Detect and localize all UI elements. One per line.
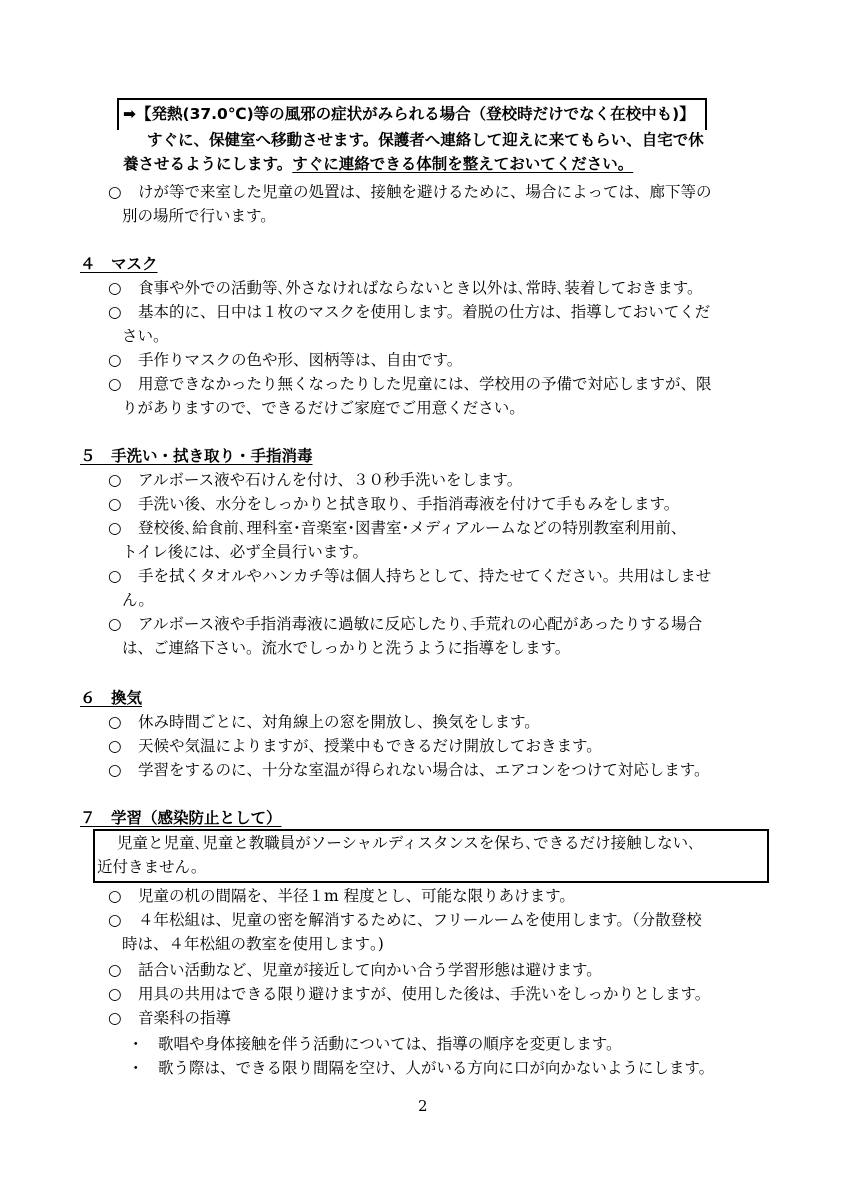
- list-item-text: アルボース液や石けんを付け、３０秒手洗いをします。: [138, 471, 523, 489]
- bullet-circle: ○: [108, 183, 122, 201]
- list-item-text: 基本的に、日中は１枚のマスクを使用します。着脱の仕方は、指導しておいてくだ: [138, 303, 711, 321]
- list-item-text: 登校後､給食前､理科室･音楽室･図書室･メディアルームなどの特別教室利用前、: [138, 519, 687, 537]
- bullet-circle: ○: [108, 887, 122, 905]
- injury-note-line1: [108, 180, 712, 205]
- bullet-circle: ○: [108, 303, 122, 321]
- list-item: [108, 372, 712, 397]
- bullet-circle: ○: [108, 519, 122, 537]
- list-item-text: アルボース液や手指消毒液に過敏に反応したり､手荒れの心配があったりする場合: [138, 615, 703, 633]
- list-item: [108, 468, 522, 493]
- list-item-text: 話合い活動など、児童が接近して向かい合う学習形態は避けます。: [138, 961, 602, 979]
- list-item-continuation: りがありますので、できるだけご家庭でご用意ください。: [122, 399, 525, 417]
- sub-list-item: [128, 1032, 621, 1057]
- section-4-title: ４ マスク: [80, 255, 158, 273]
- list-item-text: 手作りマスクの色や形、図柄等は、自由です。: [138, 351, 463, 369]
- bullet-dot: ・: [128, 1035, 144, 1053]
- list-item-text: 食事や外での活動等､外さなければならないとき以外は､常時､装着しておきます。: [138, 279, 703, 297]
- fever-notice-heading: ➡【発熱(37.0℃)等の風邪の症状がみられる場合（登校時だけでなく在校中も)】: [123, 105, 695, 123]
- bullet-circle: ○: [108, 713, 122, 731]
- list-item: [108, 710, 540, 735]
- sub-list-item: [128, 1056, 714, 1081]
- bullet-circle: ○: [108, 279, 122, 297]
- list-item: [108, 908, 702, 933]
- list-item-text: 用具の共用はできる限り避けますが、使用した後は、手洗いをしっかりとします。: [138, 985, 711, 1003]
- bullet-circle: ○: [108, 375, 122, 393]
- sub-list-item-text: 歌う際は、できる限り間隔を空け、人がいる方向に口が向かないようにします。: [158, 1059, 715, 1077]
- list-item: [108, 734, 602, 759]
- list-item-text: 音楽科の指導: [138, 1009, 232, 1027]
- list-item: [108, 492, 679, 517]
- list-item-text: 手洗い後、水分をしっかりと拭き取り、手指消毒液を付けて手もみをします。: [138, 495, 680, 513]
- bullet-circle: ○: [108, 911, 122, 929]
- list-item-text: ４年松組は、児童の密を解消するために、フリールームを使用します。（分散登校: [138, 911, 702, 929]
- bullet-circle: ○: [108, 1009, 122, 1027]
- bullet-circle: ○: [108, 961, 122, 979]
- fever-notice-box: [117, 98, 769, 176]
- bullet-circle: ○: [108, 471, 122, 489]
- list-item: [108, 300, 710, 325]
- social-distance-line1: 児童と児童､児童と教職員がソーシャルディスタンスを保ち､できるだけ接触しない､: [117, 834, 696, 852]
- bullet-circle: ○: [108, 351, 122, 369]
- fever-notice-line1: すぐに、保健室へ移動させます。保護者へ連絡して迎えに来てもらい、自宅で休: [147, 131, 704, 149]
- bullet-dot: ・: [128, 1059, 144, 1077]
- fever-notice-line2-underlined: すぐに連絡できる体制を整えておいてください。: [292, 155, 634, 173]
- bullet-circle: ○: [108, 761, 122, 779]
- list-item: [108, 348, 462, 373]
- fever-notice-line2: [123, 152, 633, 177]
- bullet-circle: ○: [108, 737, 122, 755]
- list-item: [108, 982, 710, 1007]
- section-7-title: ７ 学習（感染防止として）: [80, 809, 282, 827]
- page-number: 2: [418, 1097, 428, 1115]
- list-item-text: 手を拭くタオルやハンカチ等は個人持ちとして、持たせてください。共用はしませ: [138, 567, 712, 585]
- sub-list-item-text: 歌唱や身体接触を伴う活動については、指導の順序を変更します。: [158, 1035, 622, 1053]
- list-item-text: 休み時間ごとに、対角線上の窓を開放し、換気をします。: [138, 713, 540, 731]
- section-6-title: ６ 換気: [80, 689, 143, 707]
- list-item: [108, 516, 686, 541]
- fever-notice-line2-plain: 養させるようにします。: [123, 155, 293, 173]
- list-item-continuation: さい。: [122, 327, 169, 345]
- list-item-text: 天候や気温によりますが、授業中もできるだけ開放しておきます。: [138, 737, 602, 755]
- injury-note-text1: けが等で来室した児童の処置は、接触を避けるために、場合によっては、廊下等の: [138, 183, 712, 201]
- injury-note-line2: 別の場所で行います。: [122, 207, 276, 225]
- list-item-continuation: ん。: [122, 591, 154, 609]
- list-item: [108, 276, 703, 301]
- list-item: [108, 958, 602, 983]
- list-item-text: 用意できなかったり無くなったりした児童には、学校用の予備で対応しますが、限: [138, 375, 712, 393]
- social-distance-line2: 近付きません。: [97, 858, 207, 876]
- list-item: [108, 612, 702, 637]
- list-item: [108, 758, 710, 783]
- list-item: [108, 1006, 231, 1031]
- list-item-text: 学習をするのに、十分な室温が得られない場合は、エアコンをつけて対応します。: [138, 761, 710, 779]
- list-item-continuation: は、ご連絡下さい。流水でしっかりと洗うように指導をします。: [122, 639, 571, 657]
- bullet-circle: ○: [108, 567, 122, 585]
- list-item: [108, 564, 711, 589]
- list-item-continuation: トイレ後には、必ず全員行います。: [122, 543, 368, 561]
- bullet-circle: ○: [108, 495, 122, 513]
- bullet-circle: ○: [108, 615, 122, 633]
- section-5-title: ５ 手洗い・拭き取り・手指消毒: [80, 447, 313, 465]
- list-item-text: 児童の机の間隔を、半径１m 程度とし、可能な限りあけます。: [138, 887, 575, 905]
- bullet-circle: ○: [108, 985, 122, 1003]
- list-item-continuation: 時は、４年松組の教室を使用します｡): [122, 935, 384, 953]
- list-item: [108, 884, 575, 909]
